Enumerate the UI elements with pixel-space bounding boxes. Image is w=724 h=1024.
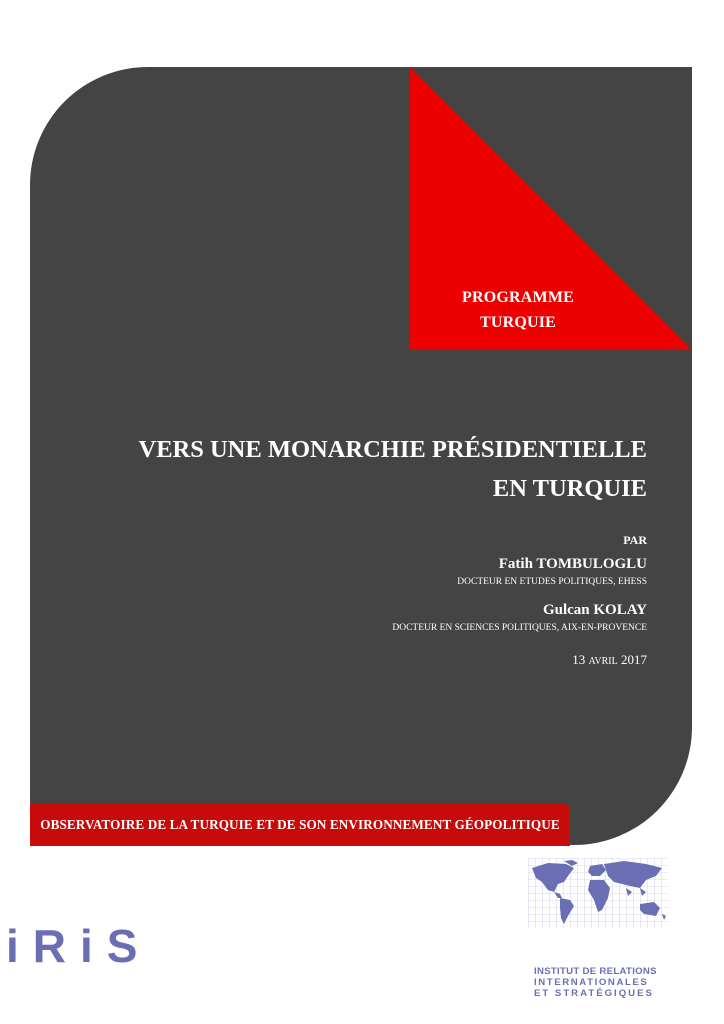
- report-title-line2: EN TURQUIE: [492, 475, 647, 502]
- author-affiliation: DOCTEUR EN ETUDES POLITIQUES, EHESS: [457, 577, 647, 587]
- date-day: 13: [572, 652, 586, 667]
- date-year: 2017: [621, 652, 647, 667]
- program-label: [438, 285, 598, 335]
- program-label-line1: PROGRAMME: [461, 289, 574, 306]
- byline-par: PAR: [623, 533, 647, 547]
- report-title-line1: VERS UNE MONARCHIE PRÉSIDENTIELLE: [138, 436, 647, 463]
- world-map-icon: [528, 858, 668, 928]
- report-title: [47, 430, 647, 508]
- iris-institute-line2: INTERNATIONALES: [534, 977, 649, 988]
- iris-wordmark: iRiS: [6, 920, 152, 972]
- author-name: Fatih TOMBULOGLU: [498, 556, 647, 572]
- observatory-banner: OBSERVATOIRE DE LA TURQUIE ET DE SON ENVIRONNEMENT GÉOPOLITIQUE: [30, 804, 570, 846]
- iris-institute-name: [534, 966, 674, 999]
- author-name: Gulcan KOLAY: [542, 602, 647, 618]
- author-affiliation: DOCTEUR EN SCIENCES POLITIQUES, AIX-EN-PROVENCE: [392, 623, 647, 633]
- program-label-line2: TURQUIE: [479, 314, 557, 331]
- iris-institute-line3: ET STRATÉGIQUES: [534, 988, 654, 999]
- publication-date: [147, 652, 647, 668]
- iris-institute-line1: INSTITUT DE RELATIONS: [534, 966, 657, 977]
- date-month: AVRIL: [588, 656, 618, 667]
